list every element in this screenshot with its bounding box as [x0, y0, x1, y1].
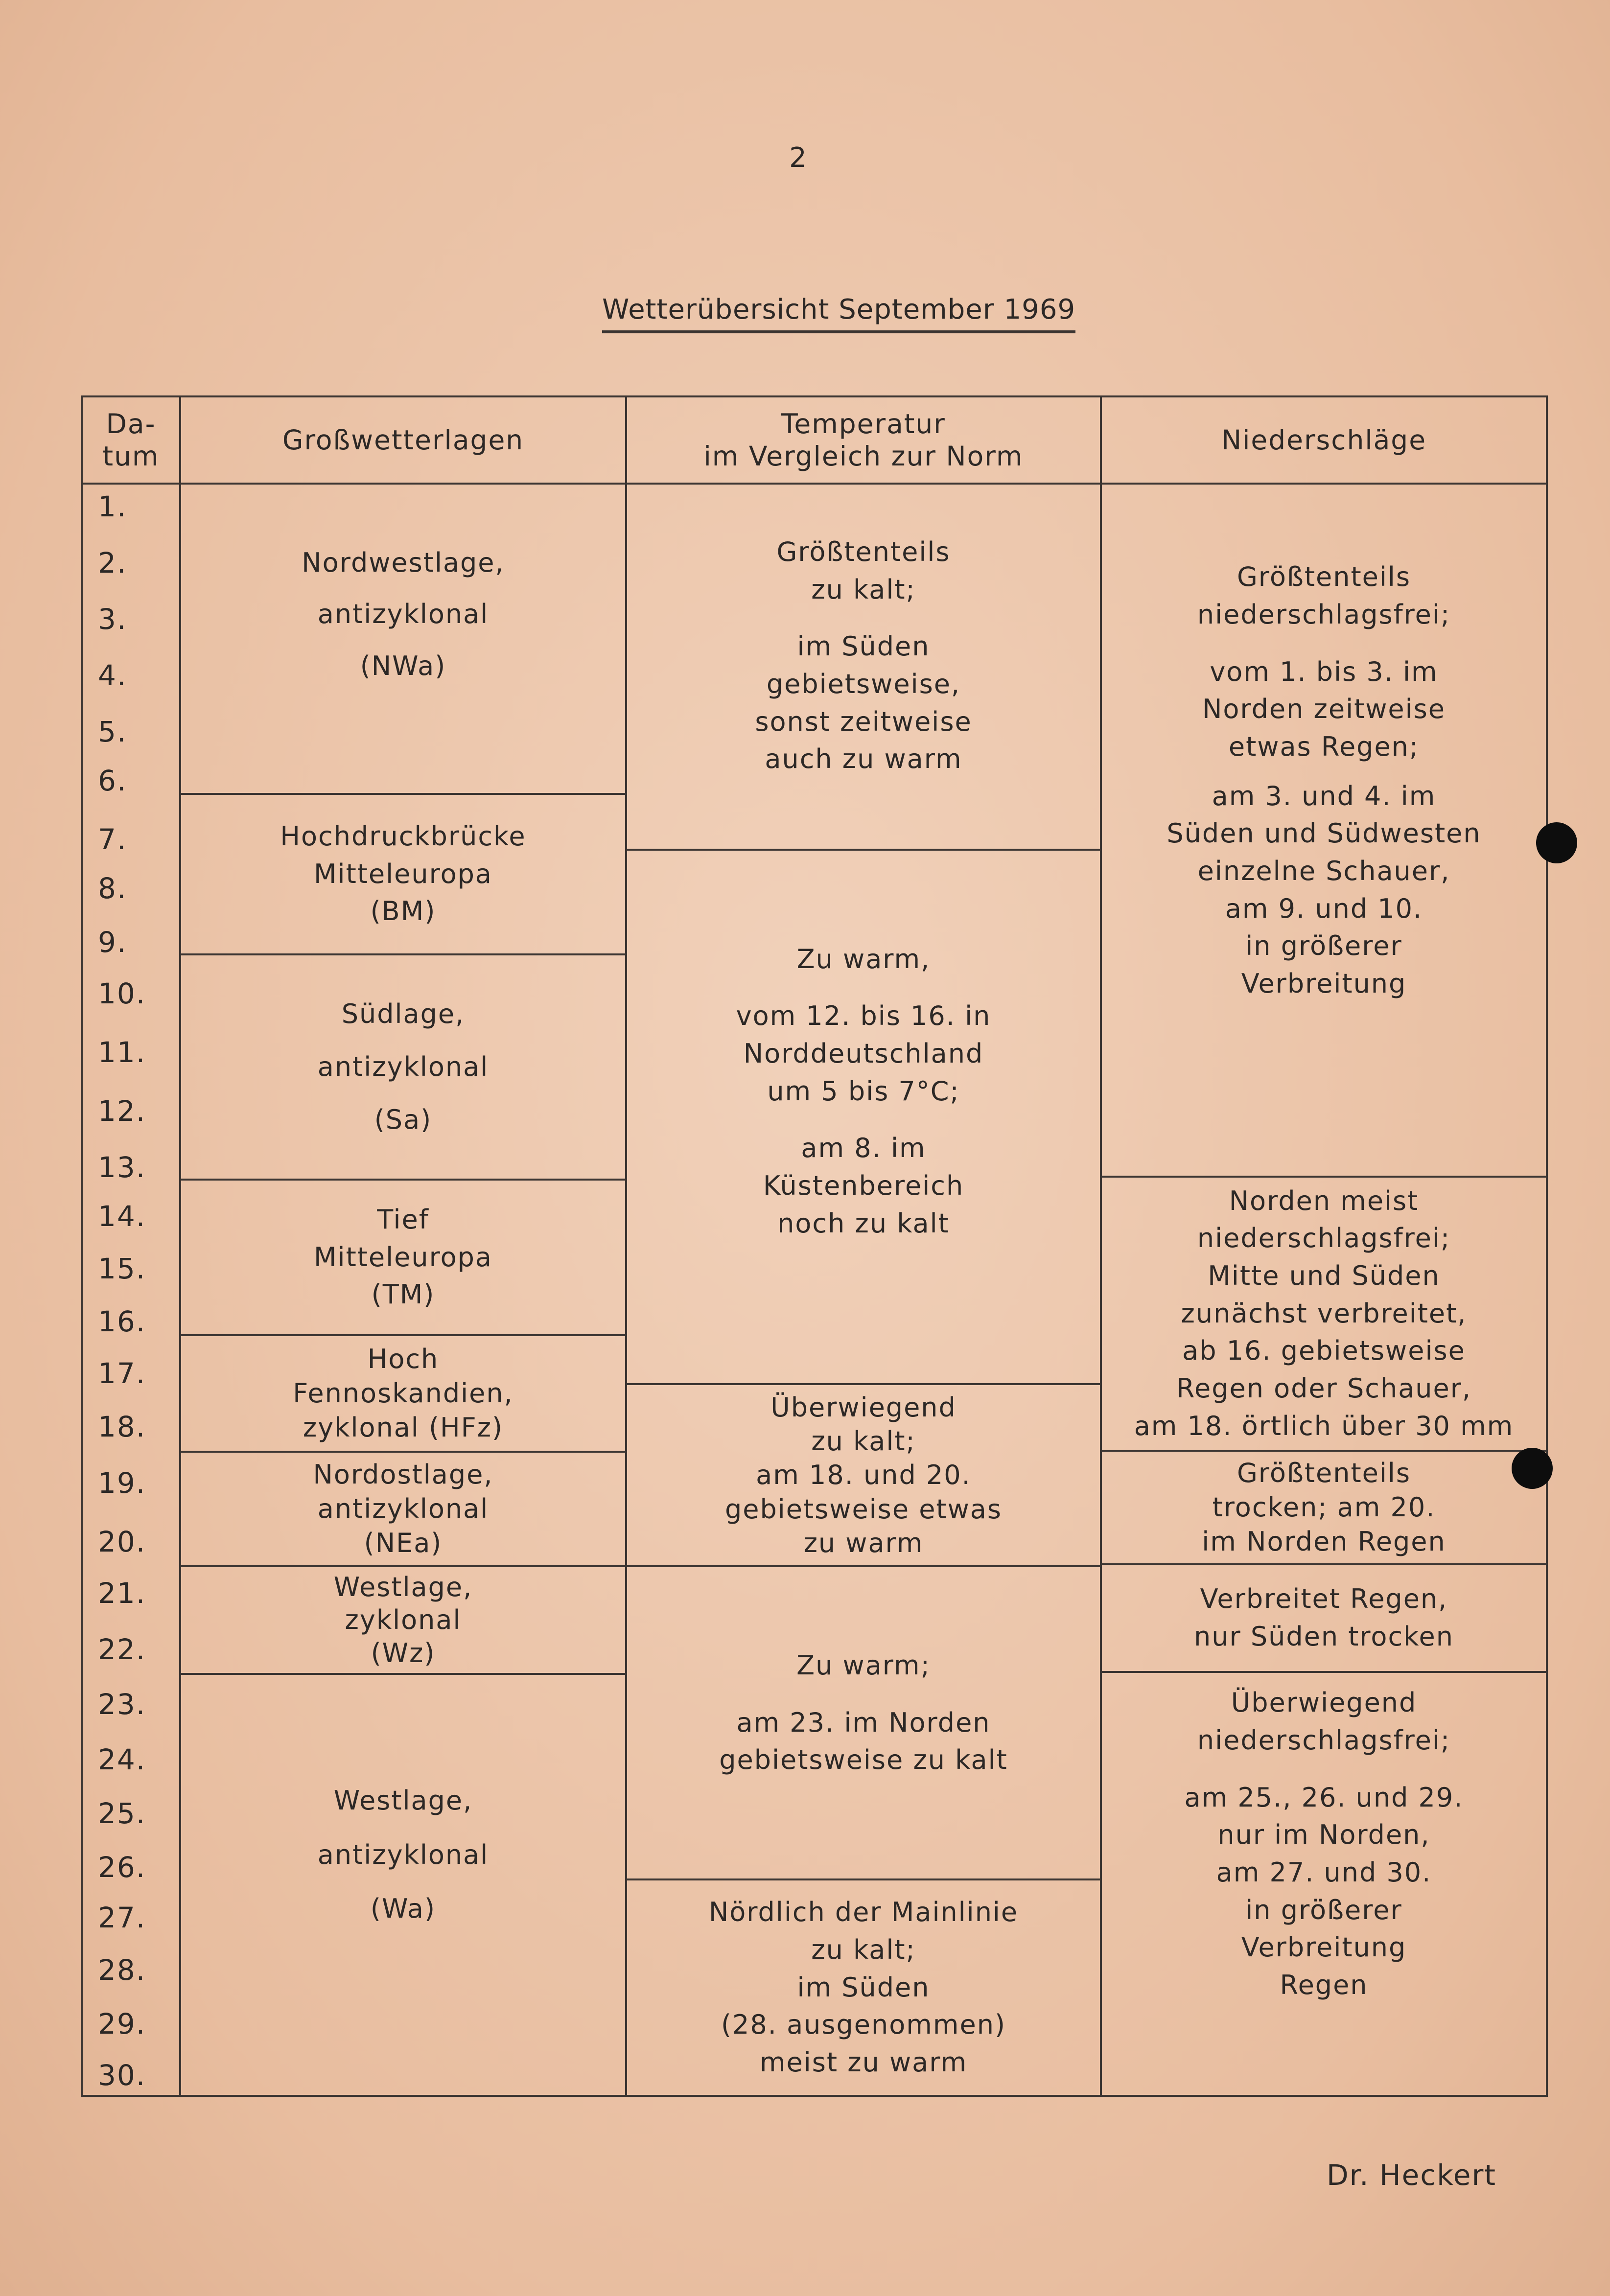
- precipitation-cell: [1102, 1673, 1546, 2016]
- weather-type-cell: [181, 1453, 625, 1565]
- cell-text-line: im Norden Regen: [1202, 1526, 1446, 1557]
- cell-text-line: Mitteleuropa: [313, 1241, 493, 1273]
- cell-text-line: Überwiegend: [770, 1392, 957, 1423]
- cell-text-line: Mitte und Süden: [1208, 1260, 1440, 1291]
- cell-text-line: Westlage,: [333, 1785, 473, 1816]
- cell-text-line: auch zu warm: [765, 743, 962, 775]
- day-number: 17.: [98, 1357, 146, 1390]
- cell-text-line: antizyklonal: [317, 599, 489, 630]
- header-date-line: Da-: [106, 408, 156, 440]
- cell-text-line: antizyklonal: [317, 1051, 489, 1082]
- day-number: 21.: [98, 1577, 146, 1610]
- weather-type-cell: [181, 1567, 625, 1673]
- weather-type-cell: [181, 955, 625, 1179]
- page-number: 2: [789, 142, 807, 174]
- cell-text-line: zu kalt;: [811, 574, 916, 605]
- cell-text-line: Nördlich der Mainlinie: [708, 1897, 1019, 1928]
- cell-text-line: in größerer: [1245, 930, 1402, 962]
- cell-text-line: im Süden: [797, 1971, 930, 2003]
- cell-text-line: niederschlagsfrei;: [1197, 1223, 1451, 1254]
- precipitation-cell: [1102, 538, 1546, 1023]
- header-date-line: tum: [102, 441, 160, 472]
- cell-text-line: Verbreitung: [1241, 1932, 1407, 1963]
- weather-type-cell: [181, 1181, 625, 1334]
- day-number: 14.: [98, 1200, 146, 1233]
- cell-text-line: meist zu warm: [759, 2047, 968, 2078]
- cell-text-line: etwas Regen;: [1228, 731, 1420, 762]
- day-number: 15.: [98, 1252, 146, 1285]
- cell-text-line: Mitteleuropa: [313, 858, 493, 889]
- day-number: 19.: [98, 1466, 146, 1500]
- cell-text-line: zyklonal (HFz): [303, 1412, 504, 1443]
- temperature-cell: [627, 509, 1100, 803]
- precipitation-cell: [1102, 1178, 1546, 1450]
- day-number: 25.: [98, 1797, 146, 1830]
- cell-text-line: Großwetterlagen: [282, 424, 524, 456]
- weather-type-cell: [181, 533, 625, 695]
- cell-text-line: Südlage,: [341, 998, 465, 1029]
- punch-hole: [1512, 1448, 1553, 1489]
- cell-text-line: Zu warm;: [796, 1649, 931, 1681]
- cell-text-line: Tief: [377, 1204, 429, 1235]
- cell-text-line: zu kalt;: [811, 1934, 916, 1965]
- cell-text-line: zyklonal: [345, 1604, 462, 1636]
- cell-text-line: am 9. und 10.: [1225, 893, 1423, 924]
- cell-text-line: zu warm: [803, 1527, 924, 1558]
- cell-text-line: Süden und Südwesten: [1167, 818, 1481, 849]
- day-number: 1.: [98, 490, 127, 523]
- cell-text-line: Verbreitet Regen,: [1200, 1583, 1448, 1615]
- day-number: 12.: [98, 1094, 146, 1128]
- cell-text-line: antizyklonal: [317, 1493, 489, 1524]
- cell-text-line: Hoch: [367, 1343, 439, 1374]
- day-number: 28.: [98, 1953, 146, 1987]
- punch-hole: [1536, 822, 1577, 863]
- day-number: 22.: [98, 1633, 146, 1666]
- cell-text-line: zunächst verbreitet,: [1181, 1298, 1467, 1329]
- cell-text-line: im Vergleich zur Norm: [703, 441, 1024, 472]
- cell-text-line: am 3. und 4. im: [1212, 780, 1436, 812]
- cell-text-line: Größtenteils: [1237, 1457, 1411, 1488]
- cell-text-line: (Wa): [370, 1893, 436, 1925]
- cell-text-line: ab 16. gebietsweise: [1182, 1335, 1466, 1367]
- cell-text-line: einzelne Schauer,: [1197, 856, 1450, 886]
- cell-text-line: antizyklonal: [317, 1839, 489, 1870]
- cell-text-line: Niederschläge: [1221, 424, 1427, 456]
- cell-text-line: Norden zeitweise: [1202, 694, 1446, 725]
- cell-text-line: vom 12. bis 16. in: [736, 1000, 991, 1032]
- cell-text-line: Nordwestlage,: [302, 547, 505, 579]
- day-number: 27.: [98, 1901, 146, 1934]
- cell-text-line: Norddeutschland: [743, 1038, 984, 1069]
- cell-text-line: (NWa): [360, 650, 446, 681]
- cell-text-line: gebietsweise,: [766, 669, 961, 699]
- cell-text-line: in größerer: [1245, 1894, 1402, 1925]
- day-number: 11.: [98, 1036, 146, 1069]
- cell-text-line: Küstenbereich: [763, 1170, 964, 1201]
- cell-text-line: zu kalt;: [811, 1426, 916, 1457]
- cell-text-line: (BM): [370, 896, 436, 927]
- cell-text-line: Größtenteils: [1237, 561, 1411, 593]
- cell-text-line: (28. ausgenommen): [721, 2009, 1006, 2041]
- day-number: 18.: [98, 1410, 146, 1443]
- precipitation-cell: [1102, 1565, 1546, 1671]
- precipitation-cell: [1102, 1452, 1546, 1563]
- cell-text-line: am 8. im: [801, 1133, 926, 1164]
- signature: Dr. Heckert: [1327, 2158, 1497, 2192]
- cell-text-line: Norden meist: [1229, 1185, 1419, 1216]
- page-title: Wetterübersicht September 1969: [602, 294, 1075, 333]
- day-number: 23.: [98, 1688, 146, 1721]
- cell-text-line: noch zu kalt: [777, 1207, 950, 1239]
- cell-text-line: trocken; am 20.: [1212, 1491, 1436, 1523]
- header-weather: [181, 397, 625, 483]
- cell-text-line: Nordostlage,: [313, 1459, 493, 1490]
- day-number: 13.: [98, 1151, 146, 1184]
- day-number: 10.: [98, 977, 146, 1010]
- cell-text-line: gebietsweise zu kalt: [719, 1744, 1008, 1776]
- weather-type-cell: [181, 1752, 625, 1958]
- header-temperature: [627, 397, 1100, 483]
- cell-text-line: Regen: [1280, 1970, 1368, 2001]
- temperature-cell: [627, 1385, 1100, 1565]
- cell-text-line: um 5 bis 7°C;: [767, 1075, 960, 1107]
- cell-text-line: Überwiegend: [1231, 1687, 1417, 1718]
- day-number: 9.: [98, 926, 127, 959]
- day-number: 30.: [98, 2059, 146, 2092]
- cell-text-line: am 18. örtlich über 30 mm: [1134, 1410, 1514, 1441]
- cell-text-line: Regen oder Schauer,: [1176, 1373, 1472, 1404]
- day-number: 3.: [98, 603, 127, 636]
- day-number: 5.: [98, 715, 127, 748]
- cell-text-line: am 25., 26. und 29.: [1184, 1782, 1464, 1813]
- cell-text-line: am 27. und 30.: [1216, 1857, 1432, 1888]
- cell-text-line: sonst zeitweise: [755, 706, 972, 737]
- weather-type-cell: [181, 1336, 625, 1451]
- cell-text-line: am 23. im Norden: [736, 1707, 991, 1738]
- cell-text-line: nur im Norden,: [1217, 1819, 1430, 1851]
- cell-text-line: Fennoskandien,: [293, 1377, 513, 1409]
- cell-text-line: gebietsweise etwas: [724, 1493, 1002, 1525]
- day-number: 24.: [98, 1743, 146, 1776]
- cell-text-line: niederschlagsfrei;: [1197, 599, 1451, 630]
- temperature-cell: [627, 920, 1100, 1263]
- day-number: 6.: [98, 764, 127, 797]
- day-number: 29.: [98, 2007, 146, 2041]
- day-number: 26.: [98, 1851, 146, 1884]
- cell-text-line: Verbreitung: [1241, 968, 1407, 999]
- cell-text-line: im Süden: [797, 631, 930, 662]
- cell-text-line: Zu warm,: [796, 943, 931, 974]
- cell-text-line: Hochdruckbrücke: [280, 820, 526, 852]
- header-precipitation: [1102, 397, 1546, 483]
- cell-text-line: (NEa): [364, 1528, 443, 1559]
- cell-text-line: nur Süden trocken: [1194, 1621, 1454, 1652]
- temperature-cell: [627, 1880, 1100, 2095]
- header-date: [83, 397, 179, 483]
- cell-text-line: niederschlagsfrei;: [1197, 1724, 1451, 1756]
- cell-text-line: Westlage,: [333, 1571, 473, 1602]
- day-number: 4.: [98, 659, 127, 692]
- cell-text-line: vom 1. bis 3. im: [1210, 656, 1438, 687]
- day-number: 20.: [98, 1525, 146, 1558]
- cell-text-line: (Sa): [374, 1104, 432, 1135]
- day-number: 8.: [98, 872, 127, 905]
- cell-text-line: (Wz): [371, 1637, 436, 1669]
- cell-text-line: Größtenteils: [776, 536, 951, 567]
- cell-text-line: am 18. und 20.: [756, 1460, 971, 1491]
- day-number: 16.: [98, 1305, 146, 1338]
- cell-text-line: Temperatur: [781, 408, 946, 440]
- day-number: 2.: [98, 546, 127, 580]
- weather-type-cell: [181, 795, 625, 953]
- cell-text-line: (TM): [371, 1279, 435, 1310]
- day-number: 7.: [98, 823, 127, 856]
- temperature-cell: [627, 1635, 1100, 1791]
